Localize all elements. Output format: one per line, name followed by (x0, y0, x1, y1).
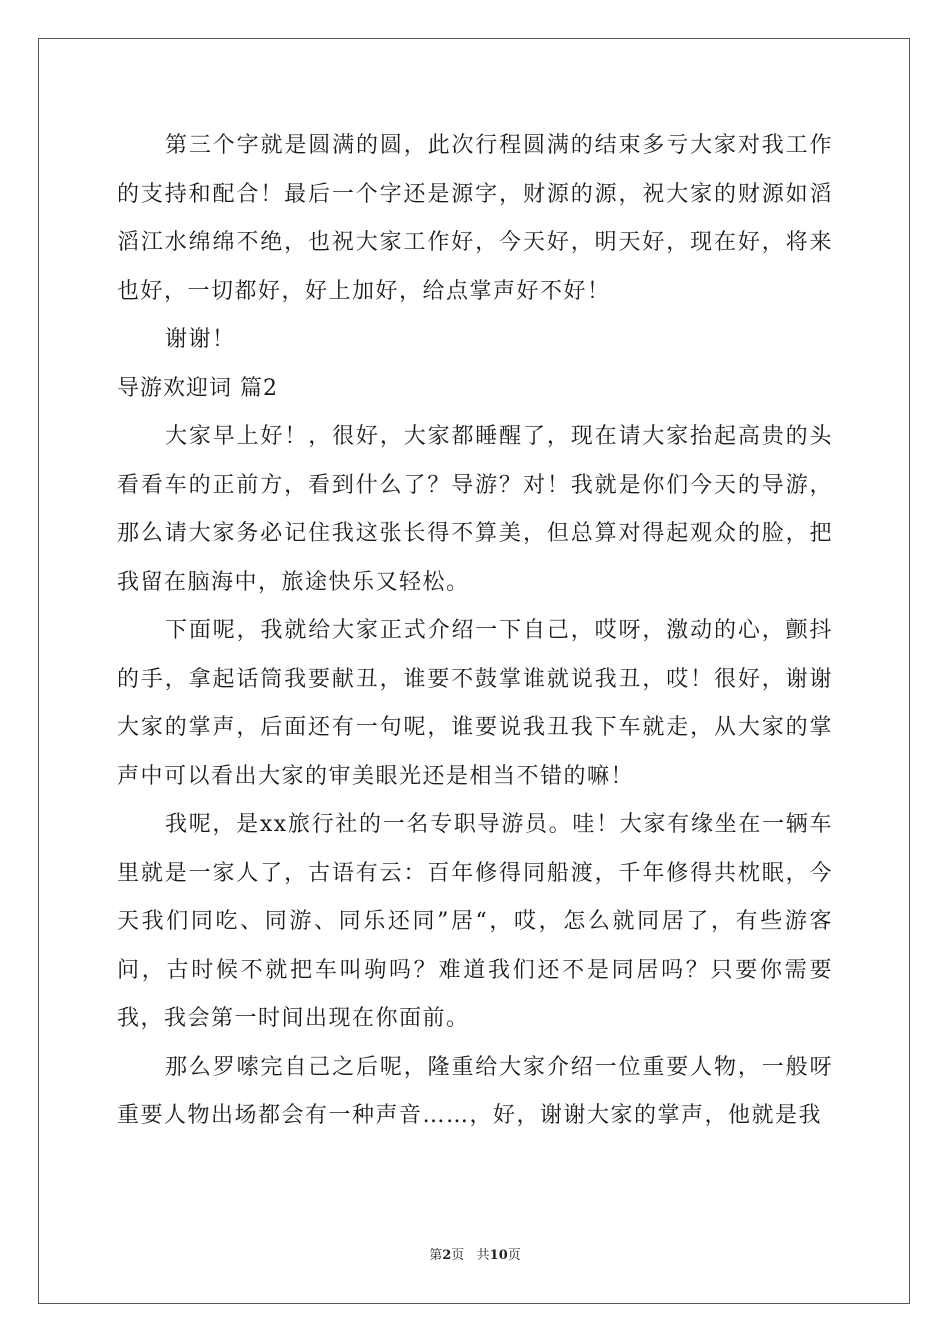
footer-suffix: 页 (507, 1248, 521, 1263)
paragraph-2: 谢谢！ (165, 327, 236, 352)
page-number-total: 10 (489, 1248, 508, 1263)
page-number-current: 2 (442, 1248, 452, 1263)
paragraph-3: 大家早上好！，很好，大家都睡醒了，现在请大家抬起高贵的头看看车的正前方，看到什么了？导游？对！我就是你们今天的导游，那么请大家务必记住我这张长得不算美，但总算对得起观众的脸，把我留在脑海中，旅途快乐又轻松。 (117, 424, 833, 595)
paragraph-1: 第三个字就是圆满的圆，此次行程圆满的结束多亏大家对我工作的支持和配合！最后一个字还是源字，财源的源，祝大家的财源如滔滔江水绵绵不绝，也祝大家工作好，今天好，明天好，现在好，将来也好，一切都好，好上加好，给点掌声好不好！ (117, 133, 833, 304)
document-body (117, 122, 833, 1141)
paragraph-4: 下面呢，我就给大家正式介绍一下自己，哎呀，激动的心，颤抖的手，拿起话筒我要献丑，谁要不鼓掌谁就说我丑，哎！很好，谢谢大家的掌声，后面还有一句呢，谁要说我丑我下车就走，从大家的掌声中可以看出大家的审美眼光还是相当不错的嘛！ (117, 618, 833, 789)
section-heading: 导游欢迎词 篇2 (117, 375, 278, 401)
page-footer (0, 1246, 950, 1266)
footer-prefix: 第 (429, 1248, 443, 1263)
paragraph-6: 那么罗嗦完自己之后呢，隆重给大家介绍一位重要人物，一般呀重要人物出场都会有一种声音……，好，谢谢大家的掌声，他就是我 (117, 1054, 833, 1128)
footer-mid: 页 共 (451, 1248, 490, 1263)
paragraph-5: 我呢，是xx旅行社的一名专职导游员。哇！大家有缘坐在一辆车里就是一家人了，古语有云：百年修得同船渡，千年修得共枕眠，今天我们同吃、同游、同乐还同”居“，哎，怎么就同居了，有些游客问，古时候不就把车叫驹吗？难道我们还不是同居吗？只要你需要我，我会第一时间出现在你面前。 (117, 812, 833, 1031)
